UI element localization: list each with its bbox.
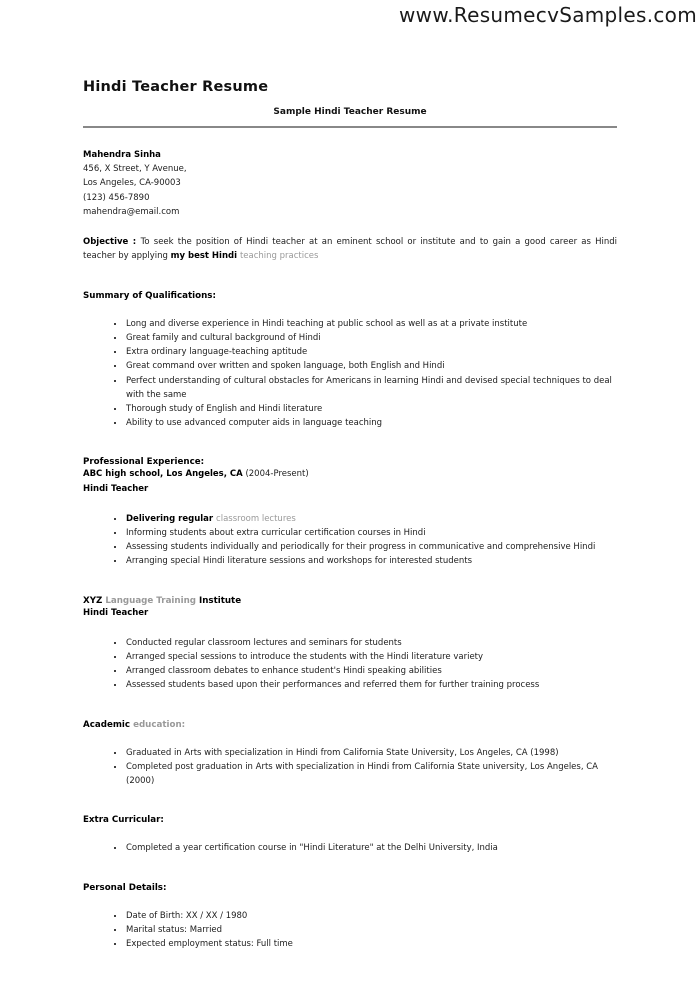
employer-name-xyz-prefix: XYZ <box>83 595 106 606</box>
job-role-xyz: Hindi Teacher <box>83 607 149 618</box>
personal-details-bullet-item: • Expected employment status: Full time <box>125 937 617 951</box>
resume-page <box>83 79 617 951</box>
section-heading-academic <box>83 720 617 730</box>
experience-bullet-item: • Arranged special sessions to introduce the students with the Hindi literature variety <box>125 650 617 664</box>
objective-label: Objective : <box>83 237 141 248</box>
academic-bullet-item: • Graduated in Arts with specialization in Hindi from California State University, Los Angeles, CA (1998) <box>125 746 617 760</box>
site-header <box>0 0 700 27</box>
bullet-keyword: classroom lectures <box>216 513 296 524</box>
section-heading-experience: Professional Experience: <box>83 457 205 468</box>
employer-name-xyz-keyword: Language Training <box>105 595 199 606</box>
employer-dates-abc: (2004-Present) <box>242 469 309 480</box>
personal-details-bullet-item: • Date of Birth: XX / XX / 1980 <box>125 909 617 923</box>
academic-heading-main: Academic <box>83 719 134 730</box>
academic-heading-keyword: education: <box>133 719 186 730</box>
summary-bullet-item: • Perfect understanding of cultural obstacles for Americans in learning Hindi and devised special techniques to deal with the same <box>125 374 617 402</box>
employer-name-abc: ABC high school, Los Angeles, CA <box>83 469 243 480</box>
summary-bullet-item: • Great family and cultural background of Hindi <box>125 331 617 345</box>
personal-details-bullet-list <box>83 909 617 952</box>
summary-bullet-item: • Ability to use advanced computer aids in language teaching <box>125 416 617 430</box>
experience-xyz-bullet-list <box>83 636 617 693</box>
page-title: Hindi Teacher Resume <box>83 79 269 95</box>
section-heading-extra-curricular: Extra Curricular: <box>83 815 164 826</box>
objective-emphasis: my best Hindi <box>170 251 240 262</box>
section-heading-summary: Summary of Qualifications: <box>83 290 216 301</box>
employer-line-abc <box>83 467 617 481</box>
contact-address-line2: Los Angeles, CA-90003 <box>83 178 181 189</box>
objective-paragraph <box>83 235 617 264</box>
experience-bullet-item: • Assessed students based upon their performances and referred them for further training process <box>125 678 617 692</box>
page-subtitle: Sample Hindi Teacher Resume <box>273 107 427 117</box>
contact-name: Mahendra Sinha <box>83 150 161 160</box>
experience-bullet-item: • Arranging special Hindi literature sessions and workshops for interested students <box>125 554 617 568</box>
section-heading-personal-details: Personal Details: <box>83 882 167 893</box>
bullet-emphasis: Delivering regular <box>126 513 217 524</box>
extra-curricular-bullet-list <box>83 841 617 855</box>
contact-email: mahendra@email.com <box>83 206 180 217</box>
objective-keyword: teaching practices <box>239 251 319 262</box>
summary-bullet-list <box>83 317 617 431</box>
employer-line-xyz <box>83 596 617 606</box>
site-header-text: www.ResumecvSamples.com <box>399 3 697 27</box>
contact-address-line1: 456, X Street, Y Avenue, <box>83 164 187 175</box>
contact-phone: (123) 456-7890 <box>83 192 150 203</box>
academic-bullet-item: • Completed post graduation in Arts with specialization in Hindi from California State university, Los Angeles, CA (2000) <box>125 760 617 788</box>
job-role-abc: Hindi Teacher <box>83 483 149 494</box>
experience-bullet-item: • Arranged classroom debates to enhance student's Hindi speaking abilities <box>125 664 617 678</box>
experience-bullet-item: • Assessing students individually and periodically for their progress in communicative and comprehensive Hindi <box>125 540 617 554</box>
experience-bullet-item: • Conducted regular classroom lectures and seminars for students <box>125 636 617 650</box>
summary-bullet-item: • Great command over written and spoken language, both English and Hindi <box>125 359 617 373</box>
divider-rule <box>83 126 617 128</box>
contact-block <box>83 148 617 219</box>
employer-name-xyz-suffix: Institute <box>199 595 242 606</box>
academic-bullet-list <box>83 746 617 789</box>
personal-details-bullet-item: • Marital status: Married <box>125 923 617 937</box>
summary-bullet-item: • Long and diverse experience in Hindi teaching at public school as well as at a private institute <box>125 317 617 331</box>
experience-bullet-item <box>125 512 617 526</box>
summary-bullet-item: • Thorough study of English and Hindi literature <box>125 402 617 416</box>
objective-body: To seek the position of Hindi teacher at an eminent school or institute and to gain a good career as Hindi teacher by applying <box>83 237 617 262</box>
extra-curricular-bullet-item: • Completed a year certification course in "Hindi Literature" at the Delhi University, India <box>125 841 617 855</box>
experience-bullet-item: • Informing students about extra curricular certification courses in Hindi <box>125 526 617 540</box>
experience-abc-bullet-list <box>83 512 617 569</box>
summary-bullet-item: • Extra ordinary language-teaching aptitude <box>125 345 617 359</box>
